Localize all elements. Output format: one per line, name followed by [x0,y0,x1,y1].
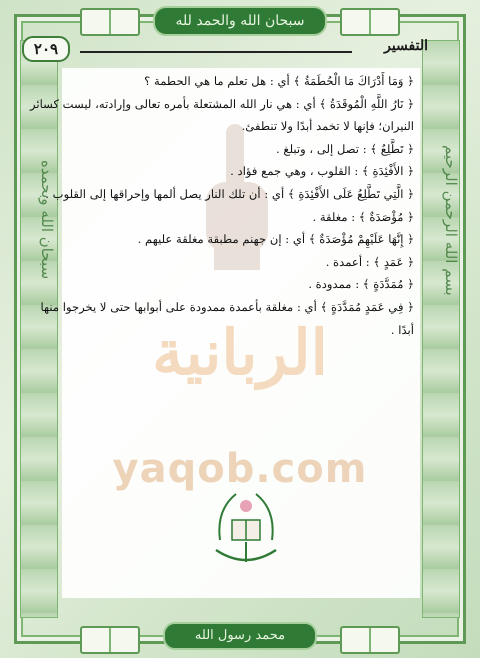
watermark-site-url: yaqob.com [112,446,368,492]
text-line: ﴿ تَطَّلِعُ ﴾ : تصل إلى ، وتبلغ . [276,141,414,156]
bottom-calligraphy-cartouche: محمد رسول الله [163,622,317,650]
page-number: ٢٠٩ [22,36,70,62]
text-line: النيران؛ فإنها لا تخمد أبدًا ولا تنطفئ. [241,119,414,134]
left-calligraphy: سبحان الله وبحمده [38,160,56,280]
emblem-icon [206,480,286,570]
page-header [22,36,428,60]
text-line: ﴿ فِي عَمَدٍ مُمَدَّدَةٍ ﴾ أي : مغلقة بأعمدة ممدودة على أبوابها حتى لا يخرجوا منها [40,299,414,314]
bottom-ornament-band [60,622,420,654]
watermark-logo: الربانية [152,316,328,389]
section-title: التفسير [384,38,428,54]
text-line: ﴿ مُمَدَّدَةٍ ﴾ : ممدودة . [308,277,414,292]
top-ornament-band [60,4,420,36]
text-line: أبدًا . [390,322,414,337]
top-calligraphy-cartouche: سبحان الله والحمد لله [153,6,327,36]
text-line: ﴿ الأَفْئِدَةِ ﴾ : القلوب ، وهي جمع فؤاد . [230,164,414,179]
header-rule [80,51,352,53]
text-line: ﴿ إِنَّهَا عَلَيْهِمْ مُؤْصَدَةٌ ﴾ أي : إن جهنم مطبقة مغلقة عليهم . [137,232,414,247]
open-book-icon [340,8,400,36]
right-calligraphy: بسم الله الرحمن الرحيم [442,144,460,296]
open-book-icon [80,626,140,654]
open-book-icon [80,8,140,36]
text-line: ﴿ عَمَدٍ ﴾ : أعمدة . [325,254,414,269]
text-line: ﴿ مُؤْصَدَةٌ ﴾ : مغلقة . [312,209,414,224]
text-line: ﴿ نَارُ اللَّهِ الْمُوقَدَةُ ﴾ أي : هي نار الله المشتعلة بأمره تعالى وإرادته، ليست كسائر [29,96,414,111]
text-line: ﴿ الَّتِي تَطَّلِعُ عَلَى الأَفْئِدَةِ ﴾ أي : أن تلك النار يصل ألمها وإحراقها إلى القلوب . [45,186,414,201]
open-book-icon [340,626,400,654]
text-line: ﴿ وَمَا أَدْرَاكَ مَا الْحُطَمَةُ ﴾ أي : هل تعلم ما هي الحطمة ؟ [144,74,414,88]
